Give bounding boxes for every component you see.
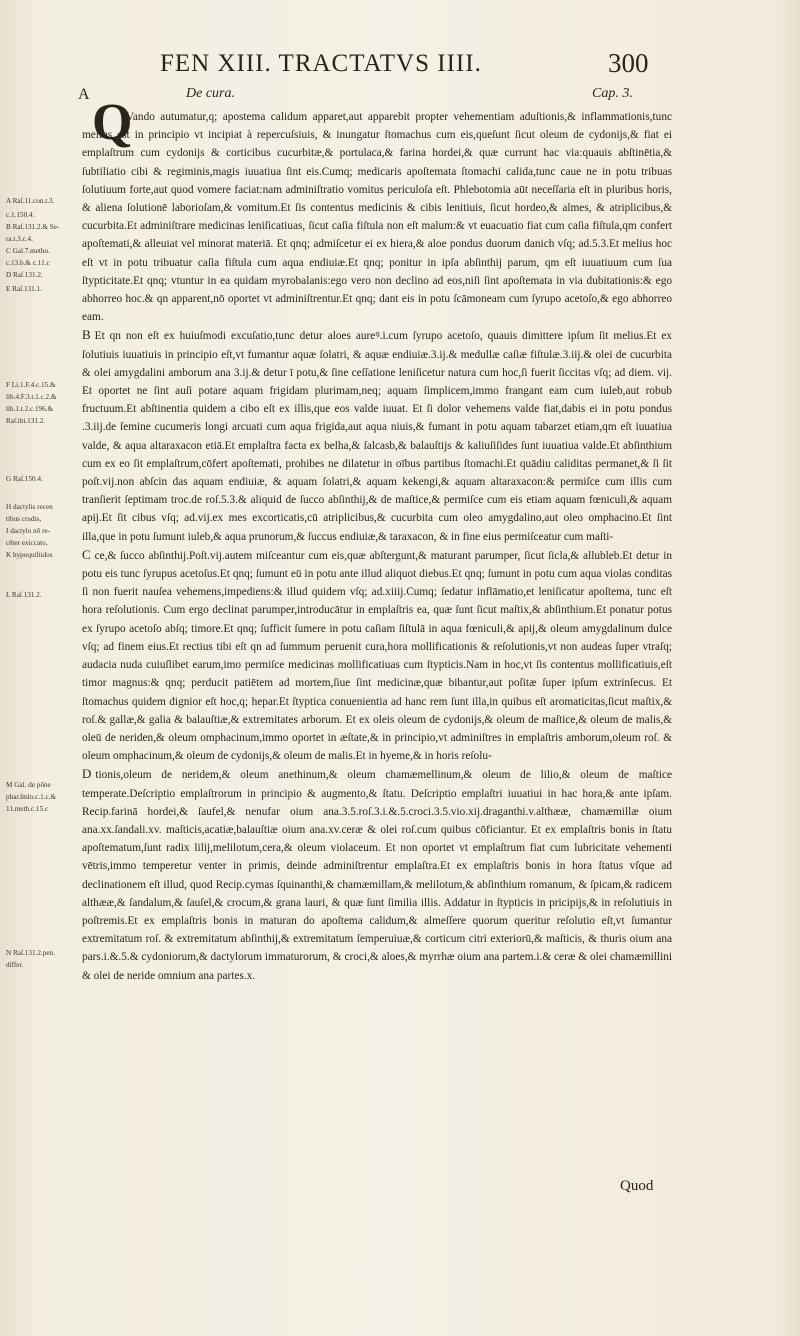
margin-note: D Raſ.131.2.	[6, 271, 43, 279]
paragraph-3	[82, 546, 672, 765]
margin-note: c.1.150.4.	[6, 211, 35, 219]
paragraph-3-text: ce,& ſucco abſinthij.Poſt.vij.autem miſceantur cum eis,quæ abſtergunt,& maturant parumper, ſicut ſicla,& allubleb.Et detur in potu eis tunc ſyrupus acetoſus.Et qnq; ſumunt eū in potu ante illud aliquot diebus.Et qnq; ſumunt in potu cum aqua violas conditas ſi non fuerit nauſea vehemens,impediens:& illud quidem vſq; ad.xiiij.Cumq; ſedatur inflāmatio,et leniſicatur apoſtema, tunc eſt hora reſolutionis. Cum ergo declinat parumper,introducātur in emplaſtris ea, quæ ſunt ſicut maſtix,& abſinthium.Et ponatur potus ex ſyrupo acetoſo abſq; timore.Et qnq; ſufficit ſumere in potu caſiam ſiſtulā in aqua fœniculi,& apij,& oleum amygdalinum dulce vſq; ad finem eius.Et rectius tibi eſt qn ad ſummum peruenit cura,hora mollificationis & reſolutionis,vt non audeas ſuper vtraſq; audacia nuda cuiuſlibet earum,imo permiſce medicinas mollificatiuas cum ſtypticis.Nam in hoc,vt ſis contentus mollificatiuis,eſt timor magnus:& qnq; perducit patiētem ad mortem,ſiue ſint medicinæ,quæ bibantur,aut poſitæ ſuper ipſum extrinſecus. Et ſtomachus quidem dignior eſt hoc,q; hepar.Et ſtyptica conuenientia ad hanc rem ſunt illa,in quibus eſt aromaticitas,ſicut maſtix,& roſ.& gallæ,& galia & balauſtiæ,& extremitates arborum. Et ex oleis oleum de cydonijs,& oleum de maſtice,& oleum de malis,& oleū de neriden,& oleum omphacinum,immo oportet in æſtate,& in principio,vt adminiſtres in emplaſtris amborum,oleum roſ. & oleum omphacinum,& oleum de cydonijs,& oleum de malis.Et in hyeme,& in horis reſolu-	[82, 549, 672, 763]
margin-note: lib.4.F.3.t.1.c.2.&	[6, 393, 57, 401]
main-text-column	[82, 108, 672, 985]
section-letter-c: C	[82, 546, 91, 562]
margin-note: c.13.b.& c.11.c	[6, 259, 50, 267]
margin-notes	[0, 0, 80, 1336]
chapter-title: De cura.	[186, 86, 235, 101]
margin-note: L Raſ.131.2.	[6, 591, 42, 599]
margin-note: I dactylo nō re-	[6, 527, 51, 535]
margin-note: G Raſ.150.4.	[6, 475, 43, 483]
paragraph-4	[82, 765, 672, 984]
margin-note: C Gal.7.metho.	[6, 247, 50, 255]
margin-note: 11.meth.c.15.c	[6, 805, 49, 813]
margin-note: H dactylis recen	[6, 503, 53, 511]
page-header	[0, 50, 800, 86]
margin-note: B Raſ.131.2.& Se-	[6, 223, 60, 231]
section-letter-b: B	[82, 327, 91, 343]
margin-note: differ.	[6, 961, 24, 969]
chapter-number: Cap. 3.	[592, 86, 633, 101]
paragraph-2-text: Et qn non eſt ex huiuſmodi excuſatio,tunc detur aloes aureꝰ.i.cum ſyrupo acetoſo, quauis dimittere ipſum ſit melius.Et ex ſolutiuis iuuatiuis in principio eſt,vt fumantur aquæ ſolatri, & aquæ endiuiæ.3.ij.& medullæ caſiæ fiſtulæ.3.iij.& olei de cucurbita & olei amygdalini amborum ana 3.ij.& detur ī potu,& ſine ceſſatione leniſicetur natura cum hoc,ſi fuerit ſiccitas vſq; ad diem. vij. Et oportet ne ſint auſi potare aquam frigidam plurimam,neq; aquam ſimplicem,immo frangant eam cum iuleb,aut robub fructuum.Et abſtinentia quidem a cibo eſt ex illis,que eos valde iuuat. Et ſi dolor vehemens valde fiat,dabis ei in potu pondus .3.iij.de ſemine cucumeris longi arcuati cum aqua frigida,aut aqua niuis,& fumant in potu aquam tabarzet etiam,qm eſt iuuatiua valde, & aqua altaraxacon etiā.Et emplaſtra facta ex belha,& ſalcasb,& balauſtijs & kaliuſiſides ſunt iuuatiua valde.Et abſinthium cum ex eo ſit emplaſtrum,cōfert apoſtemati, prohibes ne dilatetur in oībus partibus ſtomachi.Et quādiu caliditas permanet,& ſi ſit poſt.vij.non abſcin das aquam endiuiæ, & aquam ſolatri,& aquam kekengi,& aquam altaraxacon:& permiſce cum illis cum tranſierit ſeptimam troc.de roſ.5.3.& aliquid de ſucco abſinthij,& de maſtice,& permiſce cum eis etiam aquam fœniculi,& aquam apij.Et ſit cibus vſq; ad.vij.ex mes excorticatis,cū atriplicibus,& cucurbita cum oleo amygdalino,aut oleo omphacino.Et ſint illa,que in potu ſumunt iuleb,& aqua prunorum,& ſuccus endiuiæ,& taraxacon, & in fine eius permiſceatur cum maſti-	[82, 330, 672, 543]
catchword: Quod	[620, 1178, 654, 1194]
paragraph-1: Vando autumatur,q; apostema calidum apparet,aut apparebit propter vehementiam aduſtionis,& inflammationis,tunc melius est in principio vt incipiat à repercuſsiuis, & inungatur ſtomachus cum eis,queſunt ſicut oleum de cydonijs,& fiat ei emplaſtrum cum cydonijs & corticibus cucurbitæ,& portulaca,& farina hordei,& quæ currunt hac via:quauis abſtinētia,& ſubtiliatio cibi & regiminis,magis iuuatiua ſint eis.Cumq; medicaris apoſtemata ſtomachi calida,tunc caue ne in potu tribuas ſolutiuum forte,aut quod vomere faciat:nam adminiſtratio vomitus periculoſa eſt. Phlebotomia aūt neceſſaria eſt in pluribus horis, & aliena ſolutionē laborioſam,& vomitum.Et ſis contentus medicinis & cibis lenitiuis, ſicut hordeo,& almes, & atriplicibus,& cucurbita.Et adminiſtrare medicinas leniſicatiuas, ſicut caſia fiſtula non eſt malum:& vt euacuatio fiat cum caſia fiſtula,qm confert apoſtemati,& alleuiat vel minorat materiā. Et qnq; admiſcetur ei ex hiera,& aloe pondus duorum danich vſq; ad.5.3.Et melius hoc eſt vt in potu tribuatur caſia fiſtula cum aqua endiuiæ.Et qnq; ponitur in ipſa abſinthij parum, qm eſt iuuatiuum cum ſua ſtypticitate.Et qnq; vtuntur in ea quidam myrobalanis:ego vero non declino ad eos,niſi ſint apoſtemata in via dubitationis:& ego abhorreo hoc.& qn apparent,nō oportet vt adminiſtrentur.Et qnq; dant eis in potu ſcāmoneam cum ſyrupo acetoſo,& ego abhorreo eam.	[82, 111, 672, 324]
margin-note: tibus crudis,	[6, 515, 42, 523]
margin-note: Raſ.ibi.131.2.	[6, 417, 46, 425]
margin-note: cēter exiccato,	[6, 539, 48, 547]
running-title: FEN XIII. TRACTATVS IIII.	[160, 50, 482, 77]
margin-note: M Gal. de pōne	[6, 781, 51, 789]
margin-note: E Raſ.131.1.	[6, 285, 42, 293]
margin-note: phar.ſmlo.c.1.c.&	[6, 793, 57, 801]
margin-note: ra.t.3.c.4.	[6, 235, 33, 243]
paragraph-4-text: tionis,oleum de neridem,& oleum anethinum,& oleum chamæmellinum,& oleum de lilio,& oleum de maſtice temperate.Deſcriptio emplaſtrorum in principio & augmento,& ſtatu. Deſcriptio emplaſtri iuuatiui in hac hora,& ante ipſam. Recip.farinā hordei,& ſaufel,& nenufar oium ana.3.5.roſ.3.i.&.5.croci.3.5.vio.xij.draganthi.v.althææ, chamæmillæ oium ana.xx.ſandali.xv. maſticis,acatiæ,balauſtiæ oium ana.xv.ceræ & olei roſ.cum quibus cōficiantur. Et ex emplaſtris bonis in ſtatu apoſtematum,ſunt radix lilij,melilotum,cera,& oleum violaceum. Et non oportet vt emplaſtrum fiat cum lubricitate vehementi vētris,immo temperetur venter in primis, deinde adminiſtrentur emplaſtra.Et ex emplaſtris bonis in hora ſtatus vſque ad declinationem eſt illud, quod Recip.cymas ſquinanthi,& chamæmillam,& melilotum,& abſinthium romanum, & ſpicam,& radicem althææ,& ſandalum,& ſauſel,& crocum,& grana lauri, & quæ ſunt ſimilia illis. Addatur in ſtypticis in pricipijs,& in reſolutiuis in poſtremis.Et ex emplaſtris bonis in maturan do apoſtema calidum,& almeſſere quorum queritur reſolutio eſt,vt ſumantur extremitatum roſ. & extremitatum abſinthij,& extremitatum ſemperuiuæ,& corticum citri exteriorū,& maſticis, & thuris oium ana pars.i.&.5.& cydoniorum,& dactylorum immaturorum, & croci,& aloes,& myrrhæ oium ana partem.i.& ceræ & olei chamæmillini & olei de neride omnium ana partes.x.	[82, 769, 672, 982]
margin-note: N Raſ.131.2.pen.	[6, 949, 55, 957]
paragraph-2	[82, 326, 672, 545]
margin-note: A Raſ.11.con.t.3.	[6, 197, 55, 205]
section-letter-d: D	[82, 766, 92, 782]
margin-note: lib.1.t.2.c.196.&	[6, 405, 54, 413]
margin-note: K hypoquiſtidos	[6, 551, 53, 559]
drop-cap-initial: Q	[92, 94, 133, 151]
margin-note: F Li.1.F.4.c.15.&	[6, 381, 56, 389]
page-number: 300	[608, 48, 649, 78]
section-letter-a: A	[78, 86, 90, 103]
